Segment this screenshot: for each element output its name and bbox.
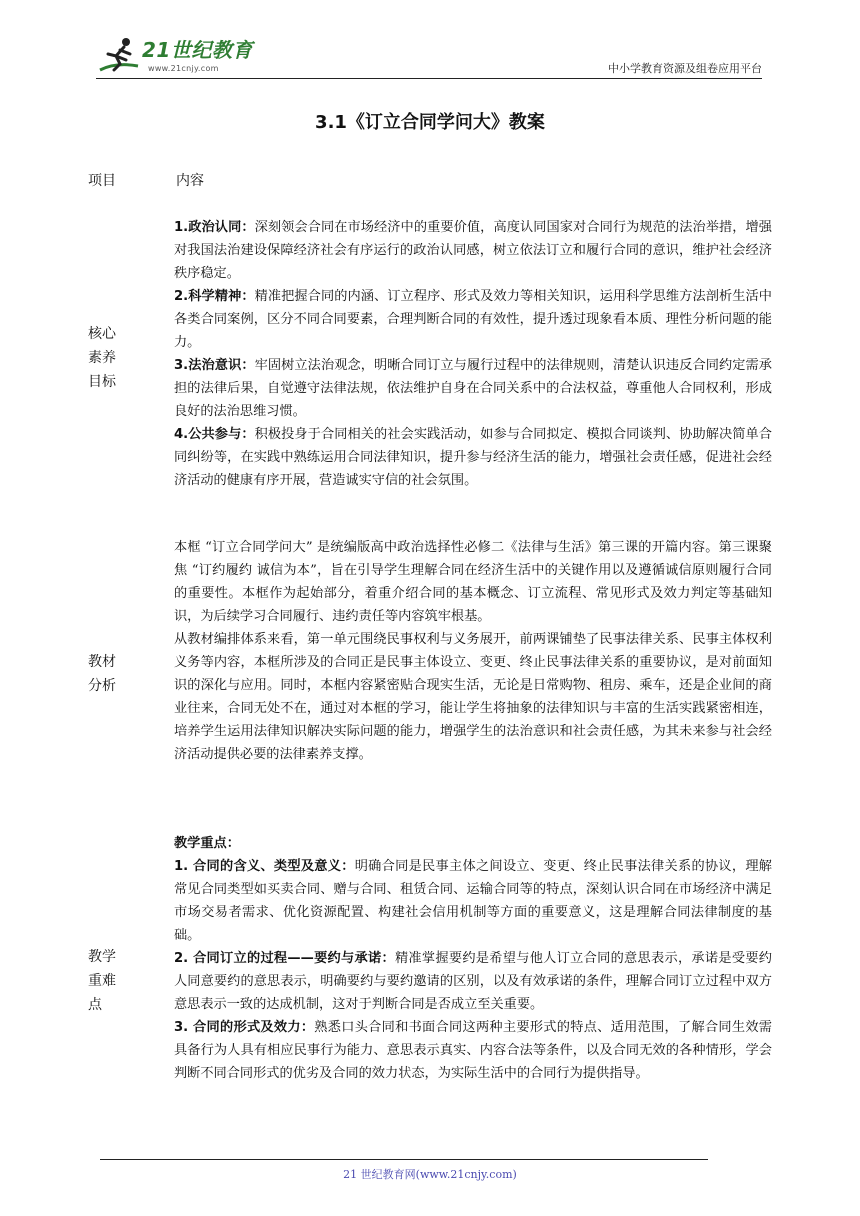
goal-text: 深刻领会合同在市场经济中的重要价值，高度认同国家对合同行为规范的法治举措，增强对我国法治建设保障经济社会有序运行的政治认同感，树立依法订立和履行合同的意识，维护社会经济秩序稳定。 [174,220,772,281]
goal-head: 4.公共参与： [174,427,255,442]
focus-text: 精准掌握要约是希望与他人订立合同的意思表示，承诺是受要约人同意要约的意思表示，明确要约与要约邀请的区别，以及有效承诺的条件，理解合同订立过程中双方意思表示一致的达成机制，这对于判断合同是否成立至关重要。 [174,951,772,1012]
section-label-goals [88,322,128,394]
page-title: 3.1《订立合同学问大》教案 [315,112,545,133]
runner-logo-icon [96,36,142,76]
focus-text: 明确合同是民事主体之间设立、变更、终止民事法律关系的协议，理解常见合同类型如买卖合同、赠与合同、租赁合同、运输合同等的特点，深刻认识合同在市场经济中满足市场交易者需求、优化资源配置、构建社会信用机制等方面的重要意义，这是理解合同法律制度的基础。 [174,859,772,943]
platform-name: 中小学教育资源及组卷应用平台 [608,62,762,75]
column-header-item: 项目 [88,173,116,189]
label-line: 教材 [88,654,116,670]
focus-item [174,1016,772,1085]
goal-head: 1.政治认同： [174,220,255,235]
goal-item [174,423,772,492]
goal-item [174,216,772,285]
footer-link[interactable]: 21 世纪教育网(www.21cnjy.com) [343,1168,517,1181]
goal-text: 精准把握合同的内涵、订立程序、形式及效力等相关知识，运用科学思维方法剖析生活中各类合同案例，区分不同合同要素，合理判断合同的有效性，提升透过现象看本质、理性分析问题的能力。 [174,289,772,350]
focus-head: 1. 合同的含义、类型及意义： [174,859,355,874]
goal-item [174,354,772,423]
section-label-focus [88,945,128,1017]
goal-item [174,285,772,354]
label-line: 核心 [88,326,116,342]
label-line: 教学 [88,949,116,965]
header-divider [96,78,762,79]
logo-url: www.21cnjy.com [148,64,219,73]
logo-text: 21世纪教育 [142,38,253,62]
analysis-paragraph: 从教材编排体系来看，第一单元围绕民事权利与义务展开，前两课铺垫了民事法律关系、民事主体权利义务等内容，本框所涉及的合同正是民事主体设立、变更、终止民事法律关系的重要协议，是对前面知识的深化与应用。同时，本框内容紧密贴合现实生活，无论是日常购物、租房、乘车，还是企业间的商业往来，合同无处不在，通过对本框的学习，能让学生将抽象的法律知识与丰富的生活实践紧密相连，培养学生运用法律知识解决实际问题的能力，增强学生的法治意识和社会责任感，为其未来参与社会经济活动提供必要的法律素养支撑。 [174,632,772,762]
footer-divider [100,1159,708,1160]
section-focus-content [174,832,772,1085]
focus-head: 3. 合同的形式及效力： [174,1020,315,1035]
label-line: 目标 [88,374,116,390]
analysis-paragraph: 本框 “订立合同学问大” 是统编版高中政治选择性必修二《法律与生活》第三课的开篇内容。第三课聚焦 “订约履约 诚信为本”，旨在引导学生理解合同在经济生活中的关键作用以及遵循诚信原则履行合同的重要性。本框作为起始部分，着重介绍合同的基本概念、订立流程、常见形式及效力判定等基础知识，为后续学习合同履行、违约责任等内容筑牢根基。 [174,540,772,624]
column-header-content: 内容 [176,173,204,189]
focus-intro-text: 教学重点： [174,836,240,851]
page-header [96,30,762,80]
label-line: 素养 [88,350,116,366]
goal-head: 3.法治意识： [174,358,255,373]
section-goals-content [174,216,772,492]
site-logo [96,34,276,78]
focus-head: 2. 合同订立的过程——要约与承诺： [174,951,395,966]
section-analysis-content [174,536,772,766]
focus-item [174,947,772,1016]
goal-text: 积极投身于合同相关的社会实践活动，如参与合同拟定、模拟合同谈判、协助解决简单合同纠纷等，在实践中熟练运用合同法律知识，提升参与经济生活的能力，增强社会责任感，促进社会经济活动的健康有序开展，营造诚实守信的社会氛围。 [174,427,772,488]
label-line: 重难 [88,973,116,989]
focus-item [174,855,772,947]
label-line: 分析 [88,678,116,694]
section-label-analysis [88,650,128,698]
goal-head: 2.科学精神： [174,289,255,304]
focus-intro [174,832,772,855]
label-line: 点 [88,997,102,1013]
focus-text: 熟悉口头合同和书面合同这两种主要形式的特点、适用范围，了解合同生效需具备行为人具有相应民事行为能力、意思表示真实、内容合法等条件，以及合同无效的各种情形，学会判断不同合同形式的优劣及合同的效力状态，为实际生活中的合同行为提供指导。 [174,1020,772,1081]
goal-text: 牢固树立法治观念，明晰合同订立与履行过程中的法律规则，清楚认识违反合同约定需承担的法律后果，自觉遵守法律法规，依法维护自身在合同关系中的合法权益，尊重他人合同权利，形成良好的法治思维习惯。 [174,358,772,419]
